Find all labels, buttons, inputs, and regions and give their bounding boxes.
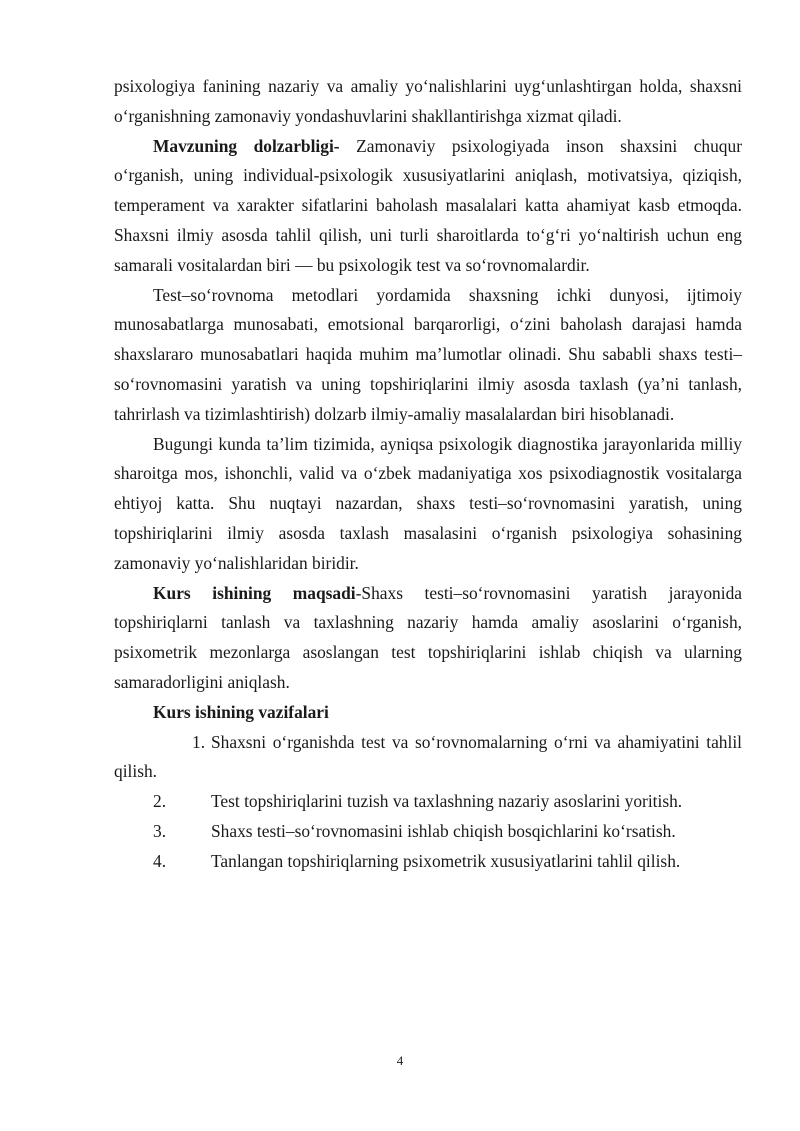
- list-item-number: 3.: [153, 820, 167, 841]
- list-item: [114, 847, 742, 877]
- list-item-text: Shaxs testi–so‘rovnomasini ishlab chiqish bosqichlarini ko‘rsatish.: [211, 820, 676, 841]
- tasks-heading: Kurs ishining vazifalari: [153, 701, 329, 722]
- relevance-text: Zamonaviy psixologiyada inson shaxsini chuqur o‘rganish, uning individual-psixologik xususiyatlarini aniqlash, motivatsiya, qiziqish, temperament va xarakter sifatlarini baholash masalalari katta ahamiyat kasb etmoqda. Shaxsni ilmiy asosda tahlil qilish, uni turli sharoitlarda to‘g‘ri yo‘naltirish uchun eng samarali vositalardan biri — bu psixologik test va so‘rovnomalardir.: [114, 135, 742, 275]
- paragraph-relevance: [114, 132, 742, 281]
- paragraph-intro-continuation: psixologiya fanining nazariy va amaliy yo‘nalishlarini uyg‘unlashtirgan holda, shaxsni o‘rganishning zamonaviy yondashuvlarini shakllantirishga xizmat qiladi.: [114, 76, 742, 126]
- list-item: [114, 817, 742, 847]
- paragraph-test-methods: Test–so‘rovnoma metodlari yordamida shaxsning ichki dunyosi, ijtimoiy munosabatlarga munosabati, emotsional barqarorligi, o‘zini baholash darajasi hamda shaxslararo munosabatlari haqida muhim ma’lumotlar olinadi. Shu sababli shaxs testi–so‘rovnomasini yaratish va uning topshiriqlarini ilmiy asosda taxlash (ya’ni tanlash, tahrirlash va tizimlashtirish) dolzarb ilmiy-amaliy masalalardan biri hisoblanadi.: [114, 284, 742, 424]
- list-item-text: Shaxsni o‘rganishda test va so‘rovnomalarning o‘rni va ahamiyatini tahlil qilish.: [114, 731, 742, 782]
- list-item: [114, 787, 742, 817]
- list-item-number: 2.: [153, 791, 167, 812]
- list-item-number: 4.: [153, 850, 167, 871]
- page-number: 4: [396, 1053, 404, 1068]
- tasks-list: [114, 728, 742, 877]
- paragraph-diagnostics: Bugungi kunda ta’lim tizimida, ayniqsa psixologik diagnostika jarayonlarida milliy sharoitga mos, ishonchli, valid va o‘zbek madaniyatiga xos psixodiagnostik vositalarga ehtiyoj katta. Shu nuqtayi nazardan, shaxs testi–so‘rovnomasini yaratish, uning topshiriqlarini ilmiy asosda taxlash masalasini o‘rganish psixologiya sohasining zamonaviy yo‘nalishlaridan biridir.: [114, 433, 742, 573]
- paragraph-goal: [114, 579, 742, 698]
- list-item-text: Test topshiriqlarini tuzish va taxlashning nazariy asoslarini yoritish.: [211, 791, 683, 812]
- list-item-number: 1.: [192, 731, 206, 752]
- goal-heading: Kurs ishining maqsadi: [153, 582, 356, 603]
- list-item-text: Tanlangan topshiriqlarning psixometrik xususiyatlarini tahlil qilish.: [211, 850, 681, 871]
- document-page: [114, 72, 742, 877]
- list-item: [114, 728, 742, 788]
- goal-text: -Shaxs testi–so‘rovnomasini yaratish jarayonida topshiriqlarni tanlash va taxlashning nazariy hamda amaliy asoslarini o‘rganish, psixometrik mezonlarga asoslangan test topshiriqlarini ishlab chiqish va ularning samaradorligini aniqlash.: [114, 582, 742, 692]
- relevance-heading: Mavzuning dolzarbligi-: [153, 135, 340, 156]
